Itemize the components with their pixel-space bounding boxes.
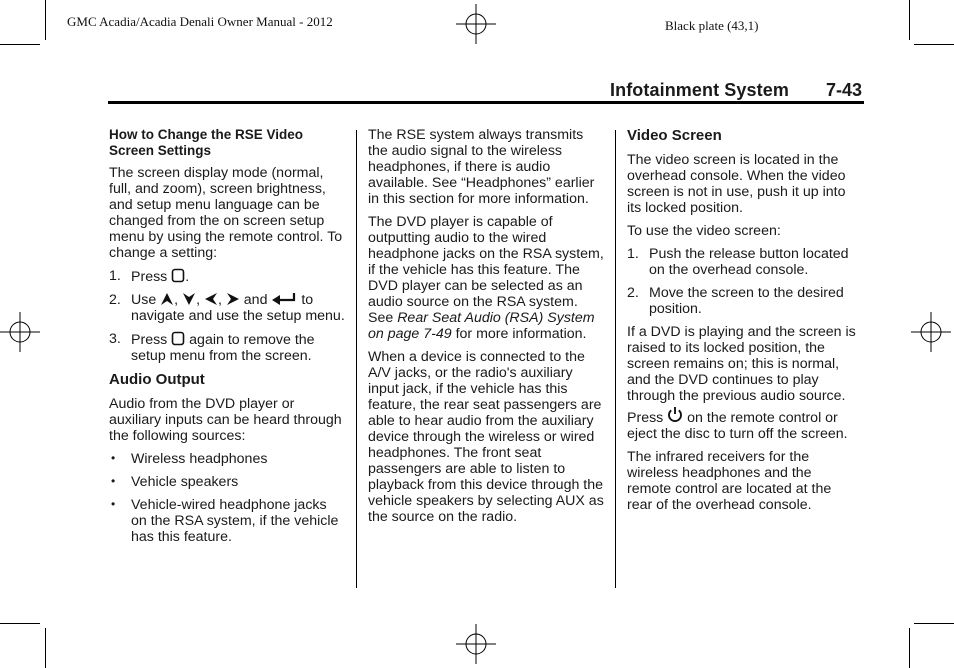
header-rule	[108, 101, 864, 104]
crop-mark	[45, 628, 46, 668]
crop-mark	[909, 628, 910, 668]
up-arrow-icon	[160, 292, 174, 306]
paragraph: The infrared receivers for the wireless headphones and the remote control are located at the rear of the overhead console.	[627, 449, 832, 513]
manual-title: GMC Acadia/Acadia Denali Owner Manual - 2012	[67, 14, 333, 29]
paragraph: The video screen is located in the overhead console. When the video screen is not in use, push it up into its locked position.	[627, 152, 846, 216]
crop-mark	[0, 623, 40, 624]
column-2	[368, 127, 606, 532]
list-item: • Vehicle-wired headphone jacks on the RSA system, if the vehicle has this feature.	[111, 497, 339, 545]
audio-output-intro: Audio from the DVD player or auxiliary inputs can be heard through the following sources:	[109, 396, 342, 444]
column-divider	[615, 130, 616, 588]
menu-button-icon	[171, 331, 185, 346]
paragraph: The DVD player is capable of outputting audio to the wired headphone jacks on the RSA system, if the vehicle has this feature. The DVD player can be selected as an audio source on the RSA system. See Rear Seat Audio (RSA) System on page 7-49 for more information.	[368, 214, 604, 342]
paragraph: If a DVD is playing and the screen is raised to its locked position, the screen remains on; this is normal, and the DVD continues to play through the previous audio source.	[627, 324, 856, 404]
column-1	[109, 127, 345, 552]
page-number: 7-43	[826, 80, 863, 100]
column-divider	[356, 130, 357, 588]
crop-mark	[909, 0, 910, 40]
paragraph: The RSE system always transmits the audio signal to the wireless headphones, if there is audio available. See “Headphones” earlier in this section for more information.	[368, 127, 595, 207]
registration-mark-icon	[456, 624, 496, 664]
cross-reference-link[interactable]: Rear Seat Audio (RSA) System on page 7-49	[368, 310, 595, 342]
crop-mark	[0, 44, 40, 45]
list-item: 2. Use , , , and to navigate and use the setup menu.	[109, 292, 345, 324]
list-item: 2. Move the screen to the desired position.	[627, 285, 844, 317]
plate-label: Black plate (43,1)	[665, 18, 759, 33]
list-item: 1. Push the release button located on the overhead console.	[627, 246, 849, 278]
rse-settings-heading: How to Change the RSE Video Screen Settings	[109, 127, 304, 158]
list-item: 1. Press .	[109, 268, 190, 285]
down-arrow-icon	[182, 292, 196, 306]
registration-mark-icon	[911, 312, 951, 352]
list-item: • Vehicle speakers	[111, 474, 239, 490]
crop-mark	[914, 44, 954, 45]
rse-settings-intro: The screen display mode (normal, full, and zoom), screen brightness, and setup menu language can be changed from the on screen setup menu by using the remote control. To change a setting:	[109, 165, 343, 261]
video-screen-heading: Video Screen	[627, 127, 722, 144]
audio-output-heading: Audio Output	[109, 371, 205, 388]
left-arrow-icon	[204, 292, 218, 306]
column-3	[627, 127, 857, 520]
registration-mark-icon	[456, 4, 496, 44]
video-screen-steps	[627, 246, 857, 317]
list-item: • Wireless headphones	[111, 451, 268, 467]
power-icon	[667, 406, 683, 423]
registration-mark-icon	[0, 312, 40, 352]
crop-mark	[914, 623, 954, 624]
enter-icon	[271, 292, 297, 306]
menu-button-icon	[171, 268, 185, 283]
paragraph: When a device is connected to the A/V jacks, or the radio's auxiliary input jack, if the vehicle has this feature, the rear seat passengers are able to hear audio from the auxiliary device through the wireless or wired headphones. The front seat passengers are able to listen to playback from this device through the vehicle speakers by selecting AUX as the source on the radio.	[368, 349, 604, 525]
paragraph: Press on the remote control or eject the disc to turn off the screen.	[627, 406, 857, 442]
list-item: 3. Press again to remove the setup menu from the screen.	[109, 331, 315, 364]
crop-mark	[45, 0, 46, 40]
right-arrow-icon	[226, 292, 240, 306]
audio-sources-list	[109, 451, 345, 545]
paragraph: To use the video screen:	[627, 223, 781, 239]
rse-settings-steps	[109, 268, 345, 364]
section-title: Infotainment System	[610, 80, 789, 100]
